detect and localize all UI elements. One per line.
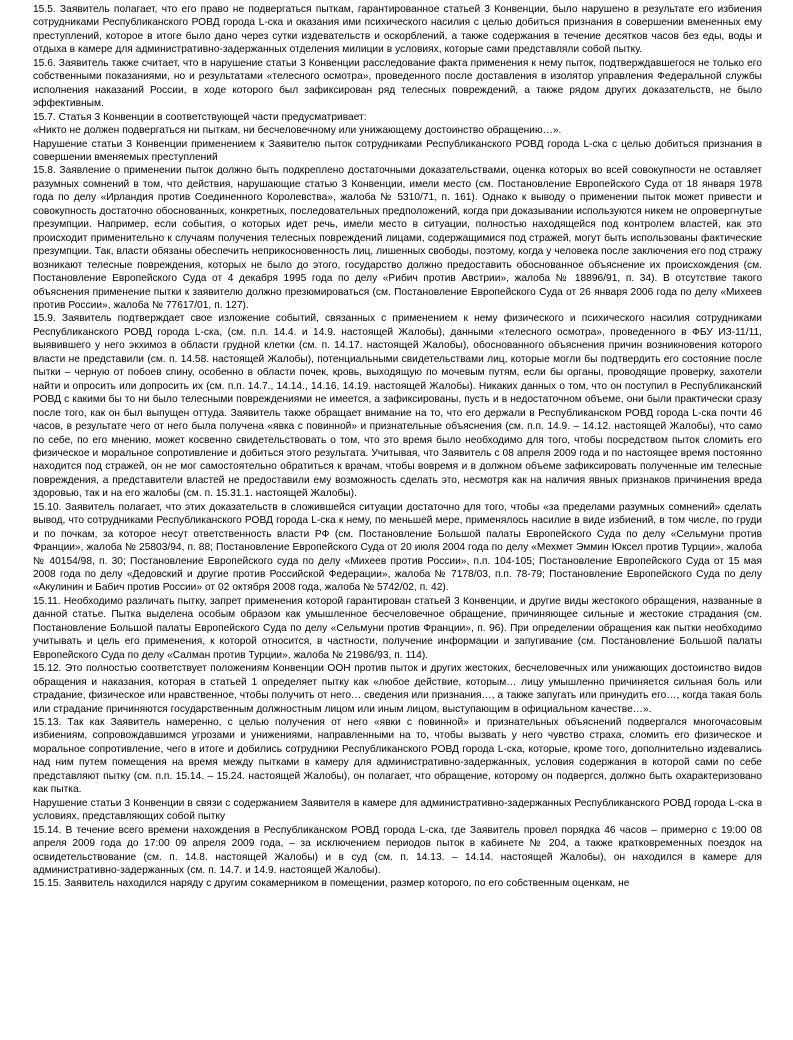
paragraph-15-8: 15.8. Заявление о применении пыток должно быть подкреплено достаточными доказательствами, оценка которых во всей совокупности не оставляет разумных сомнений в том, что действия, нарушающие статью 3 Конвенции, имели место (см. Постановление Европейского Суда от 18 января 1978 года по делу «Ирландия против Соединенного Королевства», жалоба № 5310/71, п. 161). Однако к выводу о применении пыток может привести и совокупность достаточно обоснованных, конкретных, последовательных предположений, когда при доказывании используются никем не опровергнутые презумпции. Например, если события, о которых идет речь, имели место в ситуации, полностью находящейся под контролем властей, как это происходит применительно к случаям получения телесных повреждений лицами, содержащимися под стражей, могут быть использованы фактические презумпции. Так, власти обязаны обеспечить неприкосновенность лиц, лишенных свободы, поэтому, когда у человека после заключения его под стражу возникают телесные повреждения, которых не было до этого, государство должно предоставить обоснованное объяснение их происхождения (см. Постановление Европейского Суда от 4 декабря 1995 года по делу «Рибич против Австрии», жалоба № 18896/91, п. 34). В отсутствие такого объяснения применение пытки к заявителю должно презюмироваться (см. Постановление Европейского Суда от 26 января 2006 года по делу «Михеев против России», жалоба № 77617/01, п. 127). xyxy=(33,165,762,311)
paragraph-15-9: 15.9. Заявитель подтверждает свое изложение событий, связанных с применением к нему физического и психического насилия сотрудниками Республиканского РОВД города L-ска, (см. п.п. 14.4. и 14.9. настоящей Жалобы), данными «телесного осмотра», проведенного в ФБУ ИЗ-11/11, выявившего у него экхимоз в области грудной клетки (см. п. 14.17. настоящей Жалобы), обоснованного объяснения причин возникновения которого власти не представили (см. п. 14.58. настоящей Жалобы), потенциальными свидетельствами лиц, которые могли бы подтвердить его состояние после пытки – черную от побоев спину, особенно в области почек, кровь, выходящую по мочевым путям, если бы органы, проводящие проверку, захотели найти и опросить или допросить их (см. п.п. 14.7., 14.14., 14.16, 14.19. настоящей Жалобы). Никаких данных о том, что он поступил в Республиканский РОВД с какими бы то ни было телесными повреждениями не имеется, а зафиксированы, пусть и в недостаточном объеме, они были практически сразу после того, как он был выпущен оттуда. Заявитель также обращает внимание на то, что его держали в Республиканском РОВД города L-ска почти 46 часов, в результате чего от него была получена «явка с повинной» и признательные объяснения (см. п.п. 14.9. – 14.12. настоящей Жалобы), что само по себе, по его мнению, может косвенно свидетельствовать о том, что это время было необходимо для того, чтобы посредством пыток сломить его физическое и моральное сопротивление и добиться этого результата. Учитывая, что Заявитель с 08 апреля 2009 года и по настоящее время постоянно находится под стражей, он не мог самостоятельно обратиться к врачам, чтобы вовремя и в должном объеме зафиксировать полученные им телесные повреждения, а представители властей не предоставили ему возможность сделать это, несмотря как на наличия явных признаков причинения вреда здоровью, так и на его жалобы (см. п. 15.31.1. настоящей Жалобы). xyxy=(33,313,762,500)
paragraph-15-14: 15.14. В течение всего времени нахождения в Республиканском РОВД города L-ска, где Заявитель провел порядка 46 часов – примерно с 19:00 08 апреля 2009 года до 17:00 09 апреля 2009 года, – за исключением периодов пыток в кабинете № 204, а также кратковременных поездок на освидетельствование (см. п. 14.8. настоящей Жалобы) и в суд (см. п. 14.13. – 14.14. настоящей Жалобы), он находился в камере для административно-задержанных (см. п. 14.7. и 14.9. настоящей Жалобы). xyxy=(33,824,762,876)
heading-violation-torture-confession: Нарушение статьи 3 Конвенции применением к Заявителю пыток сотрудниками Республиканского РОВД города L-ска с целью добиться признания в совершении вменяемых преступлений xyxy=(33,138,762,163)
document-body xyxy=(33,3,762,891)
heading-violation-detention-cell: Нарушение статьи 3 Конвенции в связи с содержанием Заявителя в камере для административно-задержанных Республиканского РОВД города L-ска в условиях, представляющих собой пытку xyxy=(33,797,762,823)
paragraph-15-12: 15.12. Это полностью соответствует положениям Конвенции ООН против пыток и других жестоких, бесчеловечных или унижающих достоинство видов обращения и наказания, которая в статьей 1 определяет пытку как «любое действие, которым… лицу умышленно причиняется сильная боль или страдание, физическое или нравственное, чтобы получить от него… сведения или признания…, а также запугать или принудить его…, когда такая боль или страдание причиняются государственным должностным лицом или иным лицом, выступающим в официальном качестве…». xyxy=(33,663,762,715)
paragraph-15-7: 15.7. Статья 3 Конвенции в соответствующей части предусматривает: xyxy=(33,111,367,123)
paragraph-15-6: 15.6. Заявитель также считает, что в нарушение статьи 3 Конвенции расследование факта применения к нему пыток, подтверждавшегося не только его собственными показаниями, но и результатами «телесного осмотра», проведенного после доставления в изолятор управления Федеральной службы исполнения наказаний России, в ходе которого был зафиксирован ряд телесных повреждений, а также рядом других доказательств, не было эффективным. xyxy=(33,57,762,110)
paragraph-15-15: 15.15. Заявитель находился наряду с другим сокамерником в помещении, размер которого, по его собственным оценкам, не xyxy=(33,878,630,890)
paragraph-15-13: 15.13. Так как Заявитель намеренно, с целью получения от него «явки с повинной» и признательных объяснений подвергался многочасовым избиениям, сопровождавшимся угрозами и унижениями, направленными на то, чтобы вызвать у него чувство страха, сломить его физическое и моральное сопротивление, чего в итоге и добились сотрудники Республиканского РОВД города L-ска, которые, кроме того, дополнительно издевались над ним путем помещения на время между пытками в камеру для административно-задержанных, условия содержания в которой сами по себе представляют пытку (см. п.п. 15.14. – 15.24. настоящей Жалобы), он полагает, что обращение, которому он подвергся, должно быть охарактеризовано как пытка. xyxy=(33,717,762,796)
paragraph-15-10: 15.10. Заявитель полагает, что этих доказательств в сложившейся ситуации достаточно для того, чтобы «за пределами разумных сомнений» сделать вывод, что сотрудниками Республиканского РОВД города L-ска к нему, по меньшей мере, применялось насилие в виде избиений, в том числе, по груди и по почкам, за которое несут ответственность власти РФ (см. Постановление Большой палаты Европейского Суда по делу «Сельмуни против Франции», жалоба № 25803/94, п. 88; Постановление Европейского Суда от 20 июля 2004 года по делу «Мехмет Эммин Юксел против Турции», жалоба № 40154/98, п. 30; Постановление Европейского суда по делу «Михеев против России», п.п. 104-105; Постановление Европейского Суда от 15 мая 2008 года по делу «Дедовский и другие против Российской Федерации», жалоба № 7178/03, п.п. 78-79; Постановление Европейского Суда по делу «Акулинин и Бабич против России» от 02 октября 2008 года, жалоба № 5742/02, п. 42). xyxy=(33,501,762,594)
convention-article-3-quote: «Никто не должен подвергаться ни пыткам, ни бесчеловечному или унижающему достоинство обращению…». xyxy=(33,125,562,137)
paragraph-15-5: 15.5. Заявитель полагает, что его право не подвергаться пыткам, гарантированное статьей 3 Конвенции, было нарушено в результате его избиения сотрудниками Республиканского РОВД города L-ска и оказания ими психического насилия с целью добиться признания в совершении вмененных ему преступлений, которое в итоге было дано через сутки издевательств и оскорблений, а также содержания в течение десятков часов без еды, воды и отдыха в камере для административно-задержанных отделения милиции в условиях, которые сами представляли собой пытку. xyxy=(33,4,762,56)
paragraph-15-11: 15.11. Необходимо различать пытку, запрет применения которой гарантирован статьей 3 Конвенции, и другие виды жестокого обращения, названные в данной статье. Пытка выделена особым образом как умышленное бесчеловечное обращение, причиняющее сильные и жестокие страдания (см. Постановление Большой палаты Европейского Суда по делу «Сельмуни против Франции», п. 96). При определении обращения как пытки необходимо учитывать и цель его применения, к которой относится, в частности, получение информации и запугивание (см. Постановление Большой палаты Европейского Суда по делу «Салман против Турции», жалоба № 21986/93, п. 114). xyxy=(33,595,762,661)
